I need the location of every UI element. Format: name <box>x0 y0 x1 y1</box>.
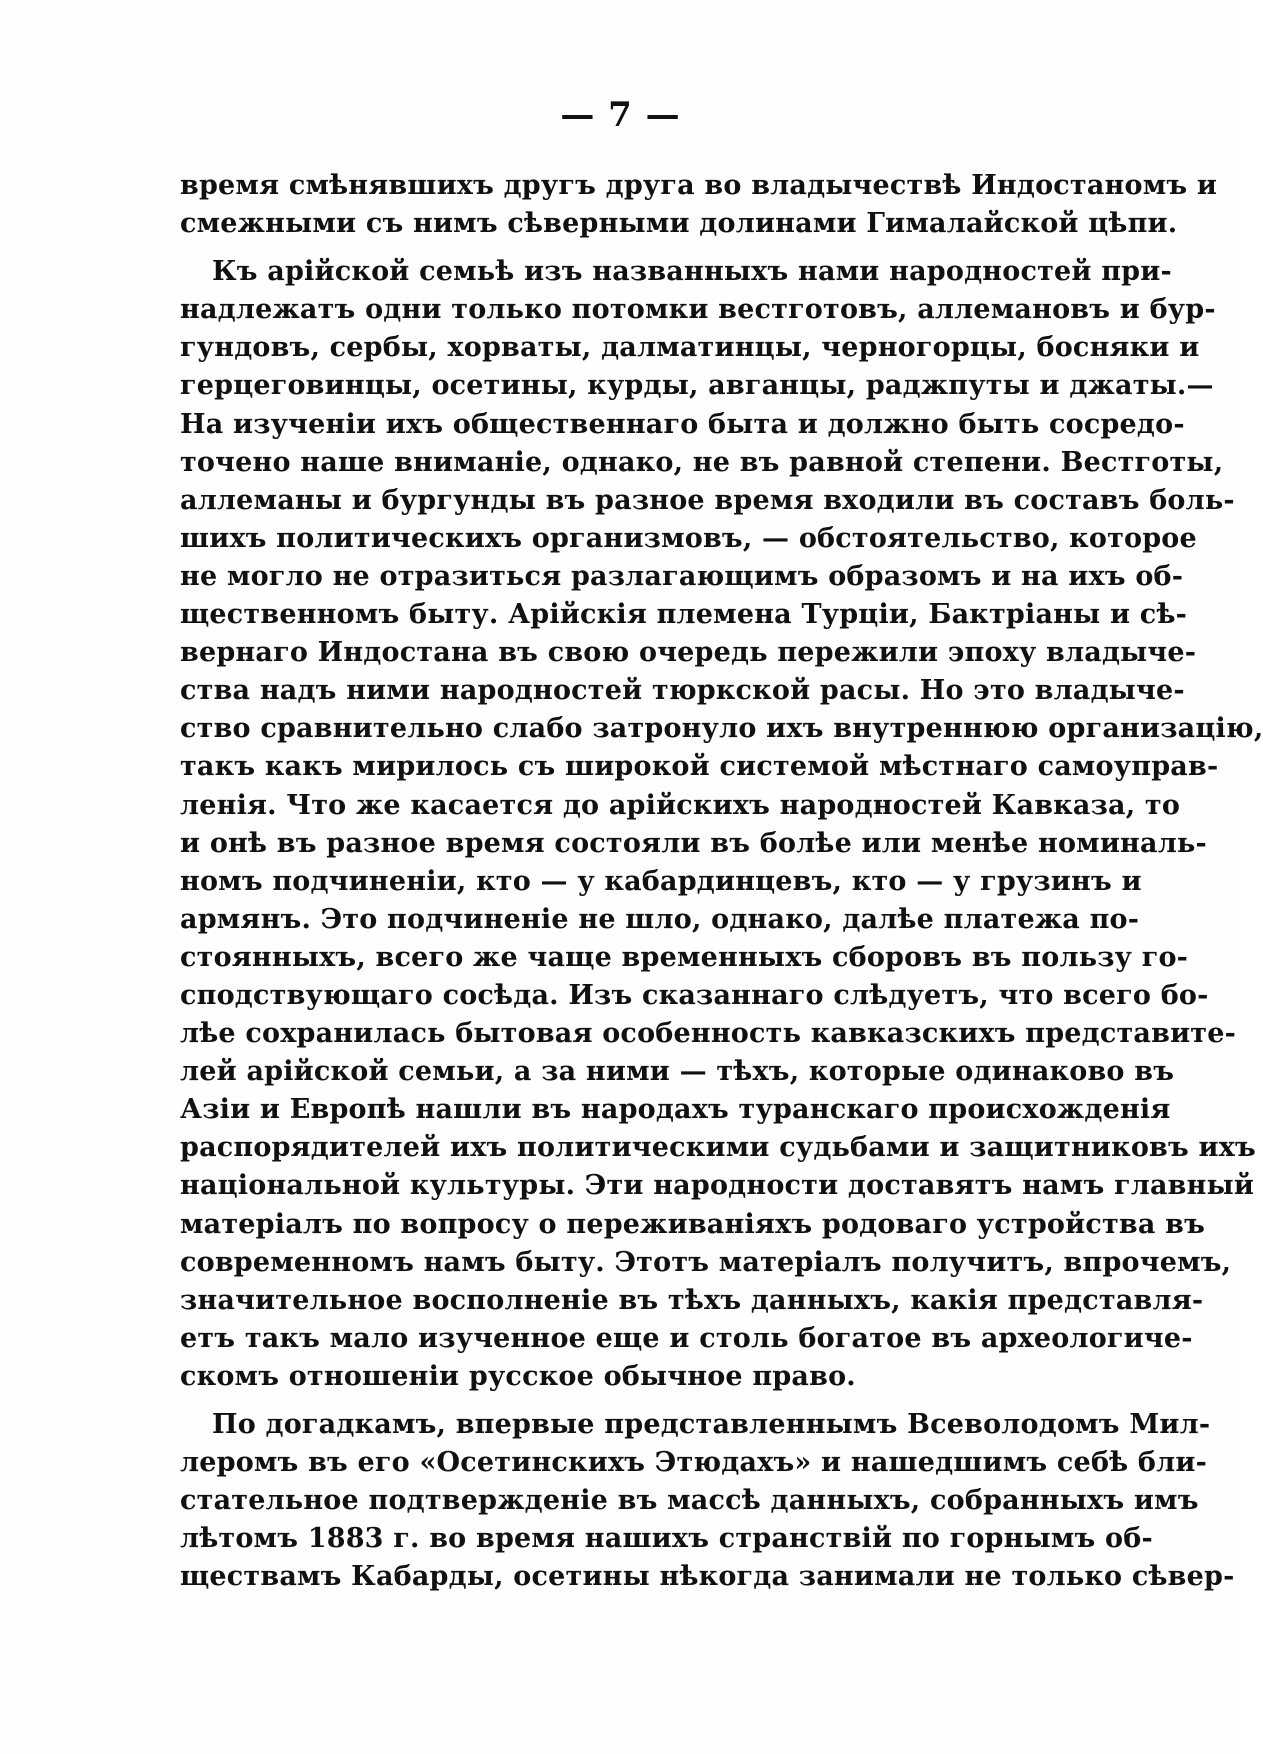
text-line: стоянныхъ, всего же чаще временныхъ сборовъ въ пользу го- <box>180 941 1189 973</box>
text-line: сподствующаго сосѣда. Изъ сказаннаго слѣдуетъ, что всего бо- <box>180 979 1209 1011</box>
text-line: вернаго Индостана въ свою очередь пережили эпоху владыче- <box>180 637 1197 669</box>
text-line: ство сравнительно слабо затронуло ихъ внутреннюю организацію, <box>180 713 1263 745</box>
text-line: смежными съ нимъ сѣверными долинами Гималайской цѣпи. <box>180 208 1178 240</box>
paragraph-1 <box>180 167 1218 243</box>
text-line: На изученіи ихъ общественнаго быта и должно быть сосредо- <box>180 408 1185 440</box>
text-line: щественномъ быту. Арійскія племена Турціи, Бактріаны и сѣ- <box>180 599 1188 631</box>
text-line: леромъ въ его «Осетинскихъ Этюдахъ» и нашедшимъ себѣ бли- <box>180 1447 1208 1479</box>
text-line: стательное подтвержденіе въ массѣ данныхъ, собранныхъ имъ <box>180 1485 1199 1517</box>
text-line: лѣтомъ 1883 г. во время нашихъ странствій по горнымъ об- <box>180 1523 1153 1555</box>
text-line: ства надъ ними народностей тюркской расы. Но это владыче- <box>180 675 1185 707</box>
text-line: значительное восполненіе въ тѣхъ данныхъ, какія представля- <box>180 1284 1204 1316</box>
text-line: время смѣнявшихъ другъ друга во владычествѣ Индостаномъ и <box>180 170 1218 201</box>
paragraph-3 <box>180 1406 1235 1596</box>
text-line: Къ арійской семьѣ изъ названныхъ нами народностей при- <box>212 256 1172 288</box>
paragraph-2 <box>180 253 1263 1396</box>
text-line: національной культуры. Эти народности доставятъ намъ главный <box>180 1170 1255 1202</box>
text-line: шихъ политическихъ организмовъ, — обстоятельство, которое <box>180 522 1197 554</box>
text-line: герцеговинцы, осетины, курды, авганцы, раджпуты и джаты.— <box>180 370 1214 402</box>
text-body <box>180 167 1263 1596</box>
text-line: надлежатъ одни только потомки вестготовъ, аллемановъ и бур- <box>180 294 1216 326</box>
text-line: аллеманы и бургунды въ разное время входили въ составъ боль- <box>180 484 1235 516</box>
text-line: и онѣ въ разное время состояли въ болѣе или менѣе номиналь- <box>180 827 1207 859</box>
page-number: — 7 — <box>560 95 681 135</box>
text-line: лѣе сохранилась бытовая особенность кавказскихъ представите- <box>180 1018 1237 1050</box>
text-line: точено наше вниманіе, однако, не въ равной степени. Вестготы, <box>180 446 1224 478</box>
text-line: распорядителей ихъ политическими судьбами и защитниковъ ихъ <box>180 1132 1256 1164</box>
text-line: номъ подчиненіи, кто — у кабардинцевъ, кто — у грузинъ и <box>180 865 1142 897</box>
text-line: армянъ. Это подчиненіе не шло, однако, далѣе платежа по- <box>180 903 1140 935</box>
text-line: лей арійской семьи, а за ними — тѣхъ, которые одинаково въ <box>180 1056 1175 1088</box>
text-line: такъ какъ мирилось съ широкой системой мѣстнаго самоуправ- <box>180 751 1219 783</box>
text-line: матеріалъ по вопросу о переживаніяхъ родоваго устройства въ <box>180 1208 1206 1240</box>
text-line: ленія. Что же касается до арійскихъ народностей Кавказа, то <box>180 789 1181 821</box>
text-line: етъ такъ мало изученное еще и столь богатое въ археологиче- <box>180 1322 1193 1354</box>
text-line: скомъ отношеніи русское обычное право. <box>180 1360 856 1392</box>
text-line: гундовъ, сербы, хорваты, далматинцы, черногорцы, босняки и <box>180 332 1200 364</box>
text-line: не могло не отразиться разлагающимъ образомъ и на ихъ об- <box>180 560 1184 592</box>
text-line: ществамъ Кабарды, осетины нѣкогда занимали не только сѣвер- <box>180 1561 1235 1593</box>
text-line: Азіи и Европѣ нашли въ народахъ туранскаго происхожденія <box>180 1094 1171 1126</box>
text-line: По догадкамъ, впервые представленнымъ Всеволодомъ Мил- <box>212 1409 1211 1440</box>
text-line: современномъ намъ быту. Этотъ матеріалъ получитъ, впрочемъ, <box>180 1246 1232 1278</box>
